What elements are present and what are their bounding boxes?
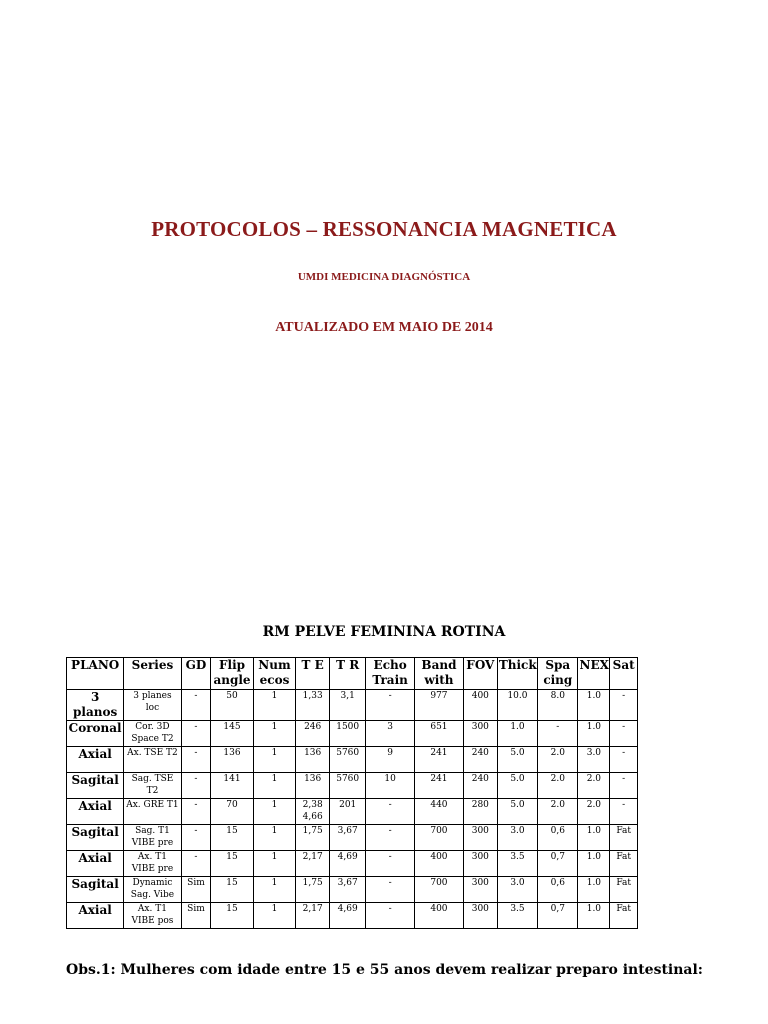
table-cell: 10	[366, 773, 415, 799]
table-cell: -	[181, 721, 211, 747]
column-header: NEX	[578, 658, 610, 690]
table-cell: 400	[415, 903, 464, 929]
table-cell: 1.0	[578, 690, 610, 721]
table-cell: -	[181, 825, 211, 851]
table-cell: 4,69	[330, 903, 366, 929]
plano-cell: Axial	[67, 799, 124, 825]
table-cell: 300	[463, 851, 497, 877]
table-cell: -	[366, 903, 415, 929]
table-cell: -	[366, 877, 415, 903]
column-header: T E	[296, 658, 330, 690]
table-cell: 2,38 4,66	[296, 799, 330, 825]
table-cell: 201	[330, 799, 366, 825]
table-cell: 241	[415, 773, 464, 799]
table-cell: 5.0	[497, 799, 537, 825]
table-cell: -	[181, 851, 211, 877]
table-row	[67, 690, 638, 721]
table-row	[67, 851, 638, 877]
table-cell: 0,6	[538, 825, 578, 851]
table-cell: 3.5	[497, 903, 537, 929]
table-cell: Fat	[610, 851, 638, 877]
observation-note: Obs.1: Mulheres com idade entre 15 e 55 anos devem realizar preparo intestinal:	[66, 962, 703, 978]
table-cell: 2.0	[538, 773, 578, 799]
table-cell: Ax. T1 VIBE pre	[124, 851, 181, 877]
table-cell: 246	[296, 721, 330, 747]
table-cell: Cor. 3D Space T2	[124, 721, 181, 747]
table-cell: Sim	[181, 877, 211, 903]
table-cell: 4,69	[330, 851, 366, 877]
table-cell: 977	[415, 690, 464, 721]
table-row	[67, 773, 638, 799]
plano-cell: Axial	[67, 851, 124, 877]
table-cell: 1.0	[578, 877, 610, 903]
table-cell: 3,1	[330, 690, 366, 721]
table-cell: 2.0	[578, 773, 610, 799]
plano-cell: Sagital	[67, 825, 124, 851]
table-cell: -	[610, 747, 638, 773]
table-cell: -	[610, 773, 638, 799]
table-cell: 300	[463, 903, 497, 929]
table-cell: 1	[253, 721, 295, 747]
table-cell: 3.5	[497, 851, 537, 877]
table-cell: Dynamic Sag. Vibe	[124, 877, 181, 903]
table-row	[67, 825, 638, 851]
table-cell: 1.0	[578, 825, 610, 851]
column-header: T R	[330, 658, 366, 690]
table-cell: 3,67	[330, 825, 366, 851]
table-cell: -	[366, 851, 415, 877]
table-cell: 1	[253, 773, 295, 799]
table-cell: 1	[253, 690, 295, 721]
table-cell: -	[610, 690, 638, 721]
table-cell: 141	[211, 773, 253, 799]
table-cell: 1	[253, 903, 295, 929]
table-cell: Ax. TSE T2	[124, 747, 181, 773]
table-cell: 1.0	[497, 721, 537, 747]
table-cell: 1	[253, 747, 295, 773]
table-cell: 5.0	[497, 773, 537, 799]
column-header: Band with	[415, 658, 464, 690]
table-cell: -	[366, 825, 415, 851]
table-cell: 1500	[330, 721, 366, 747]
column-header: Thick	[497, 658, 537, 690]
table-cell: 2.0	[578, 799, 610, 825]
table-cell: 136	[296, 747, 330, 773]
document-title: PROTOCOLOS – RESSONANCIA MAGNETICA	[151, 217, 617, 241]
plano-cell: 3 planos	[67, 690, 124, 721]
plano-cell: Axial	[67, 903, 124, 929]
table-cell: -	[538, 721, 578, 747]
table-cell: 8.0	[538, 690, 578, 721]
table-cell: 0,6	[538, 877, 578, 903]
table-cell: 2.0	[538, 747, 578, 773]
column-header: Flip angle	[211, 658, 253, 690]
column-header: Spa cing	[538, 658, 578, 690]
column-header: Num ecos	[253, 658, 295, 690]
table-cell: 3.0	[497, 877, 537, 903]
plano-cell: Axial	[67, 747, 124, 773]
table-cell: 1.0	[578, 903, 610, 929]
table-cell: 1	[253, 799, 295, 825]
column-header: Series	[124, 658, 181, 690]
table-cell: 0,7	[538, 903, 578, 929]
table-cell: -	[366, 690, 415, 721]
table-cell: 241	[415, 747, 464, 773]
institution-name: UMDI MEDICINA DIAGNÓSTICA	[297, 271, 471, 283]
table-cell: -	[610, 721, 638, 747]
table-cell: 3.0	[578, 747, 610, 773]
table-cell: 15	[211, 877, 253, 903]
column-header: Sat	[610, 658, 638, 690]
table-cell: 145	[211, 721, 253, 747]
table-cell: 300	[463, 721, 497, 747]
table-cell: 1	[253, 851, 295, 877]
table-row	[67, 747, 638, 773]
table-cell: Sim	[181, 903, 211, 929]
column-header: GD	[181, 658, 211, 690]
protocol-table	[66, 657, 638, 929]
table-cell: 3,67	[330, 877, 366, 903]
table-cell: -	[181, 690, 211, 721]
table-cell: 5760	[330, 747, 366, 773]
table-body	[67, 690, 638, 929]
table-cell: 700	[415, 825, 464, 851]
table-cell: 5.0	[497, 747, 537, 773]
table-cell: 1,75	[296, 825, 330, 851]
table-cell: 0,7	[538, 851, 578, 877]
table-cell: 700	[415, 877, 464, 903]
table-title: RM PELVE FEMININA ROTINA	[262, 624, 506, 640]
table-cell: 136	[296, 773, 330, 799]
table-cell: 1.0	[578, 851, 610, 877]
table-cell: 15	[211, 825, 253, 851]
table-cell: 136	[211, 747, 253, 773]
table-cell: 400	[415, 851, 464, 877]
table-cell: 240	[463, 773, 497, 799]
table-cell: 300	[463, 825, 497, 851]
table-cell: 5760	[330, 773, 366, 799]
table-cell: 1,75	[296, 877, 330, 903]
table-row	[67, 799, 638, 825]
update-date: ATUALIZADO EM MAIO DE 2014	[275, 320, 493, 335]
table-cell: Fat	[610, 825, 638, 851]
table-cell: 3	[366, 721, 415, 747]
table-cell: 2,17	[296, 851, 330, 877]
column-header: FOV	[463, 658, 497, 690]
table-row	[67, 877, 638, 903]
table-cell: 240	[463, 747, 497, 773]
header-row	[67, 658, 638, 690]
plano-cell: Sagital	[67, 773, 124, 799]
table-cell: 651	[415, 721, 464, 747]
table-cell: -	[181, 799, 211, 825]
table-cell: Fat	[610, 877, 638, 903]
table-cell: 1	[253, 825, 295, 851]
table-cell: 1.0	[578, 721, 610, 747]
table-cell: Fat	[610, 903, 638, 929]
plano-cell: Coronal	[67, 721, 124, 747]
table-cell: 280	[463, 799, 497, 825]
table-cell: Sag. TSE T2	[124, 773, 181, 799]
table-cell: 1,33	[296, 690, 330, 721]
table-row	[67, 903, 638, 929]
table-cell: 10.0	[497, 690, 537, 721]
table-cell: -	[181, 747, 211, 773]
table-cell: 15	[211, 903, 253, 929]
table-cell: Ax. T1 VIBE pos	[124, 903, 181, 929]
plano-cell: Sagital	[67, 877, 124, 903]
table-cell: Ax. GRE T1	[124, 799, 181, 825]
table-cell: 2.0	[538, 799, 578, 825]
table-cell: Sag. T1 VIBE pre	[124, 825, 181, 851]
table-cell: 400	[463, 690, 497, 721]
table-cell: 1	[253, 877, 295, 903]
table-cell: 300	[463, 877, 497, 903]
table-cell: -	[181, 773, 211, 799]
table-cell: 3.0	[497, 825, 537, 851]
table-cell: 2,17	[296, 903, 330, 929]
table-cell: -	[366, 799, 415, 825]
table-cell: 70	[211, 799, 253, 825]
table-header	[67, 658, 638, 690]
column-header: Echo Train	[366, 658, 415, 690]
table-cell: 50	[211, 690, 253, 721]
table-cell: 3 planes loc	[124, 690, 181, 721]
table-cell: 9	[366, 747, 415, 773]
table-cell: 440	[415, 799, 464, 825]
table-cell: -	[610, 799, 638, 825]
table-cell: 15	[211, 851, 253, 877]
column-header: PLANO	[67, 658, 124, 690]
table-row	[67, 721, 638, 747]
